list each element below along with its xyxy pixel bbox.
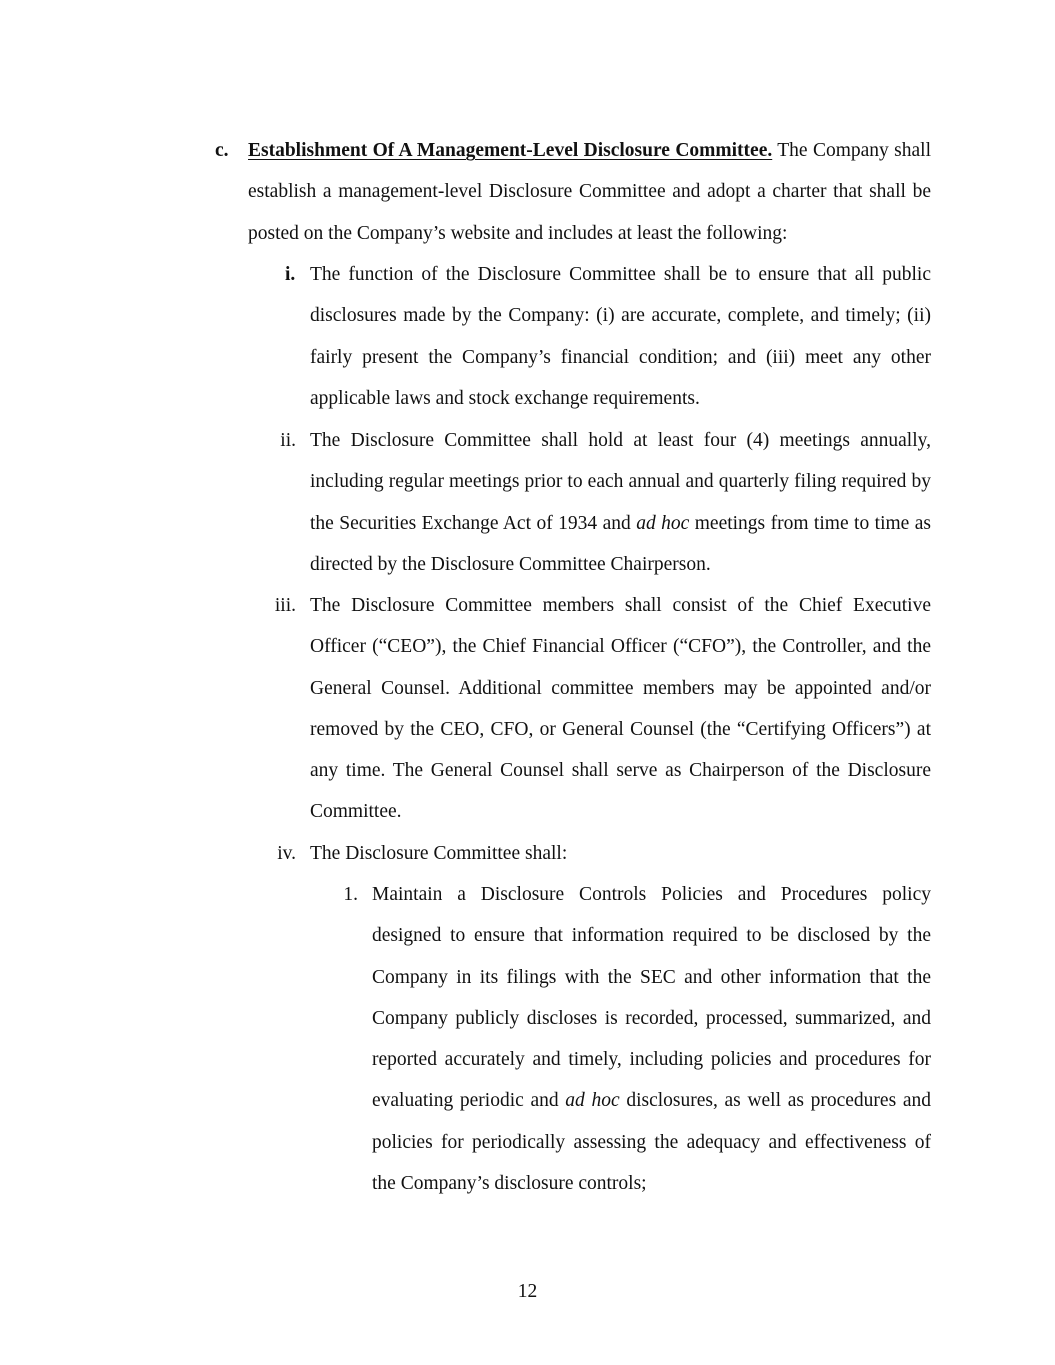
section-c-text: The Company shall establish a management-level Disclosure Committee and adopt a charter that shall be posted on the Company’s website and includes at least the following: (248, 140, 931, 244)
item-iv-marker: iv. (277, 843, 296, 864)
item-i-text: The function of the Disclosure Committee shall be to ensure that all public disclosures made by the Company: (i) are accurate, complete, and timely; (ii) fairly present the Company’s financial condition; and (iii) meet any other applicable laws and stock exchange requirements. (310, 264, 931, 409)
item-ii-marker: ii. (280, 430, 296, 451)
item-iv-text: The Disclosure Committee shall: (310, 843, 568, 864)
item-iii-marker: iii. (274, 595, 296, 616)
item-ii-text-after: meetings from time to time as directed by the Disclosure Committee Chairperson. (310, 512, 931, 575)
section-c-marker: c. (215, 140, 229, 161)
item-ii-text-before: The Disclosure Committee shall hold at least four (4) meetings annually, including regular meetings prior to each annual and quarterly filing required by the Securities Exchange Act of 1934 and (310, 430, 931, 534)
item-i-marker: i. (285, 264, 296, 285)
section-c-heading: Establishment Of A Management-Level Disclosure Committee. (248, 140, 773, 161)
subitem-1-marker: 1. (343, 884, 358, 905)
subitem-1-italic: ad hoc (565, 1090, 620, 1112)
item-iii-text: The Disclosure Committee members shall consist of the Chief Executive Officer (“CEO”), the Chief Financial Officer (“CFO”), the Controller, and the General Counsel. Additional committee members may be appointed and/or removed by the CEO, CFO, or General Counsel (the “Certifying Officers”) at any time. The General Counsel shall serve as Chairperson of the Disclosure Committee. (310, 595, 931, 823)
subitem-1-text-after: disclosures, as well as procedures and policies for periodically assessing the adequacy and effectiveness of the Company’s disclosure controls; (372, 1090, 931, 1195)
subitem-1-text-before: Maintain a Disclosure Controls Policies and Procedures policy designed to ensure that information required to be disclosed by the Company in its filings with the SEC and other information that the Company publicly discloses is recorded, processed, summarized, and reported accurately and timely, including policies and procedures for evaluating periodic and (372, 884, 931, 1112)
item-ii-paragraph (310, 420, 931, 585)
page-number: 12 (517, 1281, 538, 1302)
item-ii-italic: ad hoc (636, 512, 690, 534)
section-c-paragraph (248, 130, 931, 254)
subitem-1-paragraph (372, 874, 931, 1204)
